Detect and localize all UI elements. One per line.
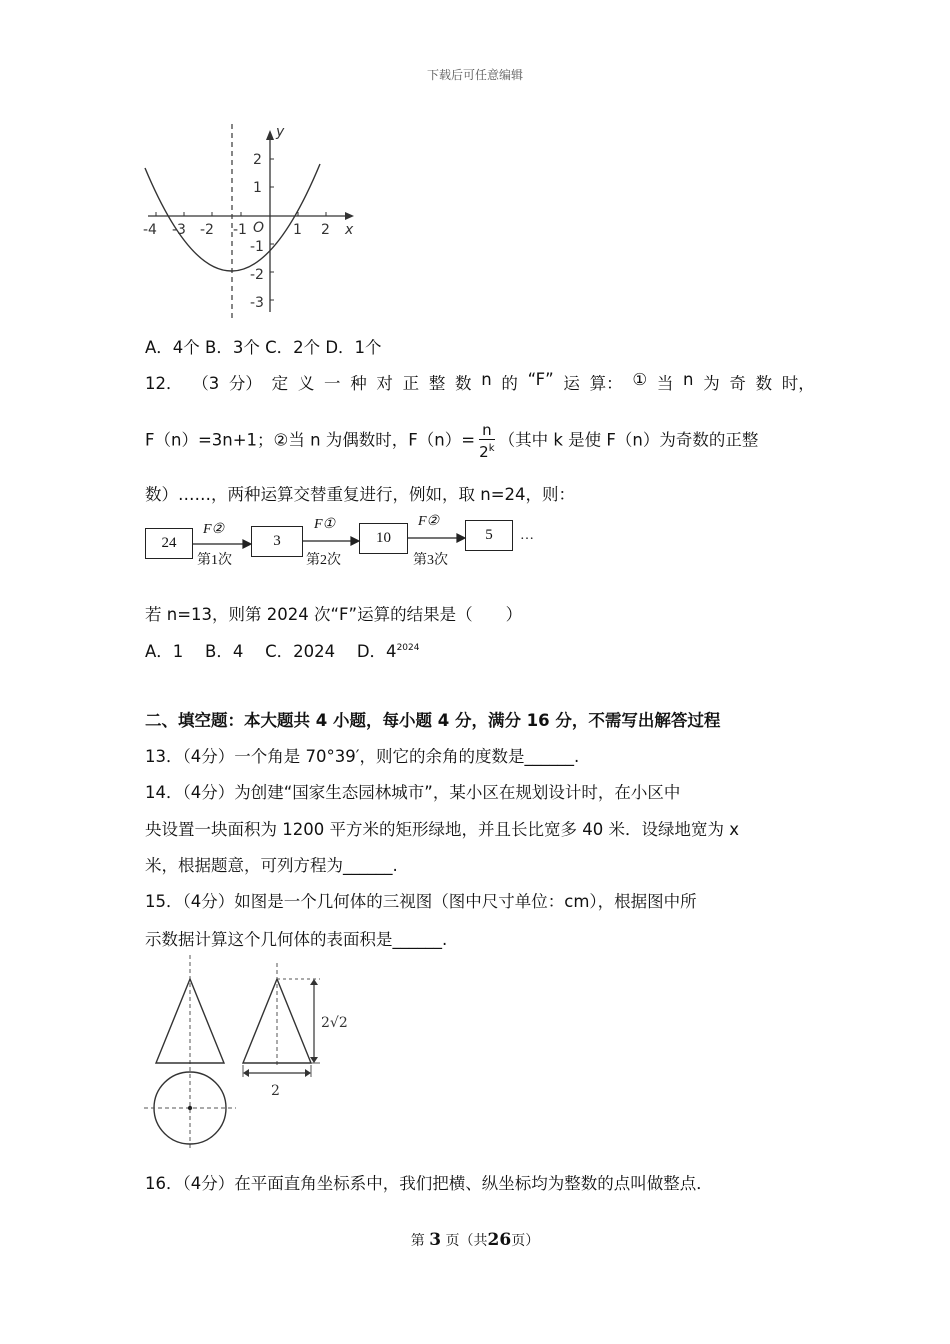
q12-line1-segment: 数 (755, 374, 773, 393)
y-axis-label: y (276, 124, 285, 140)
flow-op-label: F① (314, 517, 336, 532)
x-tick-label: -3 (172, 222, 186, 238)
q12-line1-segment: 12． (145, 374, 183, 393)
q12-question: 若 n=13，则第 2024 次“F”运算的结果是（ ） (145, 605, 523, 624)
q11-options: A．4个 B．3个 C．2个 D．1个 (145, 338, 382, 357)
height-dimension-label: 2√2 (321, 1015, 348, 1031)
current-page: 3 (429, 1230, 442, 1250)
total-pages: 26 (487, 1230, 512, 1250)
q12-line1-segment: 当 (656, 374, 674, 393)
q12-line1-segment: n (683, 370, 694, 389)
base-dimension-label: 2 (271, 1083, 280, 1099)
q12-line1-segment: 一 (324, 374, 341, 393)
flow-step-label: 第3次 (413, 553, 448, 568)
x-tick-label: -4 (143, 222, 157, 238)
x-tick-label: -2 (200, 222, 214, 238)
three-view-diagram (140, 955, 370, 1155)
q14-line1: 14．（4分）为创建“国家生态园林城市”，某小区在规划设计时，在小区中 (145, 783, 681, 802)
q15-line1: 15．（4分）如图是一个几何体的三视图（图中尺寸单位：cm），根据图中所 (145, 892, 697, 911)
q13-text: 13．（4分）一个角是 70°39′，则它的余角的度数是______. (145, 747, 580, 766)
q12-line1-segment: 的 (501, 374, 518, 393)
q12-line1-segment: 时， (781, 374, 815, 393)
q12-options: A．1 B．4 C．2024 D．$4^{2024}$ (145, 642, 420, 661)
x-tick-label: 2 (321, 222, 330, 238)
q14-line3: 米，根据题意，可列方程为______. (145, 856, 398, 875)
flow-step-label: 第2次 (306, 553, 341, 568)
y-tick-label: -2 (250, 267, 264, 283)
flow-op-label: F② (418, 514, 440, 529)
flow-box: 24 (145, 528, 193, 559)
q12-line1-segment: 为 (703, 374, 720, 393)
q15-line2: 示数据计算这个几何体的表面积是______. (145, 930, 448, 949)
flow-box: 10 (359, 523, 408, 554)
q14-line2: 央设置一块面积为 1200 平方米的矩形绿地，并且长比宽多 40 米．设绿地宽为 x (145, 820, 739, 839)
q12-line2-before: F（n）=3n+1；②当 n 为偶数时，F（n）= (145, 430, 476, 450)
x-tick-label: -1 (233, 222, 247, 238)
exponent: 2024 (396, 643, 420, 653)
flow-ellipsis: … (520, 528, 534, 543)
section2-title: 二、填空题：本大题共 4 小题，每小题 4 分，满分 16 分，不需写出解答过程 (145, 711, 721, 730)
x-axis-label: x (345, 222, 354, 238)
q12-line1-segment: ① (632, 370, 648, 389)
y-tick-label: -1 (250, 239, 264, 255)
flow-box: 5 (465, 520, 513, 551)
flow-arrows (0, 0, 950, 600)
fraction-denominator: 2$^k$ (479, 443, 495, 461)
page-header: 下载后可任意编辑 (426, 68, 523, 82)
q12-line1-segment: 数 (455, 374, 472, 393)
q12-line1-segment: “F” (527, 370, 554, 389)
q12-line1-segment: 义 (297, 374, 315, 393)
q12-line1-segment: n (481, 370, 492, 389)
fraction-exponent: k (488, 443, 495, 454)
q12-line1-segment: 种 (350, 374, 367, 393)
q12-line3: 数）……，两种运算交替重复进行，例如，取 n=24，则： (145, 485, 576, 504)
q12-line1-segment: （3 (192, 374, 220, 393)
q12-line2-after: （其中 k 是使 F（n）为奇数的正整 (498, 430, 759, 450)
y-tick-label: -3 (250, 295, 264, 311)
page-footer: 第 3 页（共26页） (410, 1230, 540, 1250)
q12-line1-segment: 定 (271, 374, 289, 393)
fraction-numerator: n (479, 421, 495, 440)
q12-line1-segment: 奇 (729, 374, 746, 393)
flow-box: 3 (251, 526, 303, 557)
q12-line1-segment: 正 (402, 374, 420, 393)
q12-line1-segment: 对 (376, 374, 393, 393)
y-tick-label: 2 (253, 152, 262, 168)
q12-line1-segment: 分） (228, 374, 262, 393)
flow-step-label: 第1次 (197, 553, 232, 568)
q12-line1-segment: 整 (428, 374, 446, 393)
q12-line1-segment: 算： (589, 374, 623, 393)
q16-line1: 16．（4分）在平面直角坐标系中，我们把横、纵坐标均为整数的点叫做整点． (145, 1174, 713, 1193)
flow-op-label: F② (203, 522, 225, 537)
q12-line1-segment: 运 (563, 374, 580, 393)
y-tick-label: 1 (253, 180, 262, 196)
origin-label: O (253, 220, 265, 236)
x-tick-label: 1 (293, 222, 302, 238)
